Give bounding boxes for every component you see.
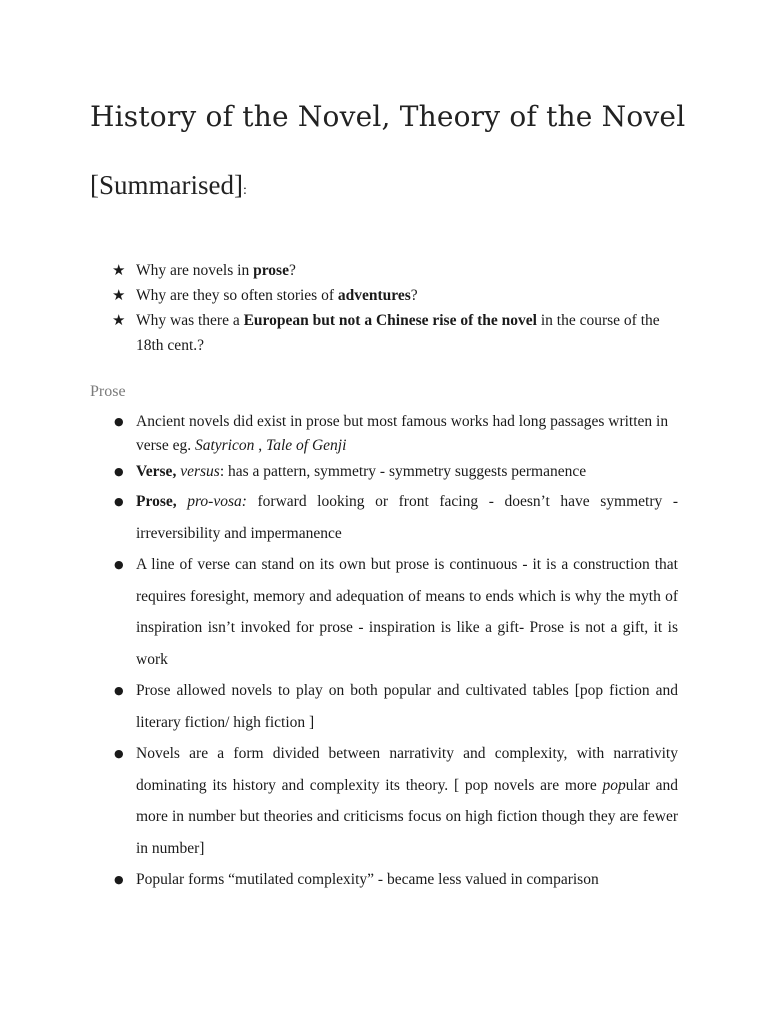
page-subtitle bbox=[90, 170, 247, 201]
term: Prose, bbox=[136, 493, 177, 510]
bullet-text-end: ular and more in number but theories and criticisms focus on high fiction though they are fewer in number] bbox=[136, 776, 678, 857]
subtitle-text: [Summarised] bbox=[90, 170, 243, 200]
bullet-text: A line of verse can stand on its own but prose is continuous - it is a construction that requires foresight, memory and adequation of means to ends which is why the myth of inspiration isn’t invoked for prose - inspiration is like a gift- Prose is not a gift, it is work bbox=[136, 556, 678, 668]
question-item bbox=[112, 258, 672, 283]
emphasis-text: pop bbox=[602, 776, 626, 794]
question-text-end: ? bbox=[410, 287, 418, 304]
bullet-text: Ancient novels did exist in prose but most famous works had long passages written in verse eg. bbox=[136, 413, 669, 454]
example-separator: , bbox=[254, 437, 266, 454]
term: Verse, bbox=[136, 463, 177, 480]
bullet-icon: ● bbox=[114, 415, 124, 428]
question-text-end: ? bbox=[288, 262, 296, 279]
list-item bbox=[112, 410, 678, 458]
bullet-icon: ● bbox=[114, 873, 124, 886]
list-item bbox=[112, 549, 678, 675]
section-heading-prose: Prose bbox=[90, 383, 126, 400]
list-item bbox=[112, 486, 678, 549]
star-icon: ★ bbox=[112, 261, 126, 279]
prose-bullet-list bbox=[112, 410, 678, 896]
question-keyword: adventures bbox=[337, 287, 411, 304]
list-item bbox=[112, 460, 678, 484]
bullet-text: : has a pattern, symmetry - symmetry suggests permanence bbox=[219, 463, 587, 480]
question-keyword: European but not a Chinese rise of the novel bbox=[243, 312, 537, 329]
example-title: Satyricon bbox=[194, 437, 255, 454]
bullet-text: Prose allowed novels to play on both popular and cultivated tables [pop fiction and literary fiction/ high fiction ] bbox=[136, 682, 678, 731]
latin-term: versus bbox=[180, 463, 220, 480]
bullet-icon: ● bbox=[114, 684, 124, 697]
question-item bbox=[112, 283, 672, 308]
question-text: Why are they so often stories of bbox=[136, 287, 338, 304]
bullet-text: forward looking or front facing - doesn’t have symmetry - irreversibility and impermanence bbox=[136, 493, 679, 542]
question-text: Why was there a bbox=[136, 312, 244, 329]
bullet-icon: ● bbox=[114, 495, 124, 508]
page-title: History of the Novel, Theory of the Novel bbox=[90, 100, 686, 133]
question-list bbox=[112, 258, 672, 358]
star-icon: ★ bbox=[112, 286, 126, 304]
list-item bbox=[112, 864, 678, 896]
latin-term: pro-vosa: bbox=[187, 493, 247, 510]
question-keyword: prose bbox=[253, 262, 289, 279]
example-title: Tale of Genji bbox=[266, 437, 347, 454]
bullet-text: Novels are a form divided between narrativity and complexity, with narrativity dominating its history and complexity its theory. [ pop novels are more bbox=[136, 745, 678, 794]
star-icon: ★ bbox=[112, 311, 126, 329]
subtitle-tail: : bbox=[242, 183, 247, 198]
question-text: Why are novels in bbox=[136, 262, 254, 279]
bullet-icon: ● bbox=[114, 747, 124, 760]
question-text-end: in the course of the 18th cent.? bbox=[136, 312, 660, 354]
list-item bbox=[112, 675, 678, 738]
bullet-text: Popular forms “mutilated complexity” - became less valued in comparison bbox=[136, 871, 599, 888]
list-item bbox=[112, 738, 678, 864]
bullet-icon: ● bbox=[114, 558, 124, 571]
bullet-icon: ● bbox=[114, 465, 124, 478]
question-item bbox=[112, 308, 672, 358]
